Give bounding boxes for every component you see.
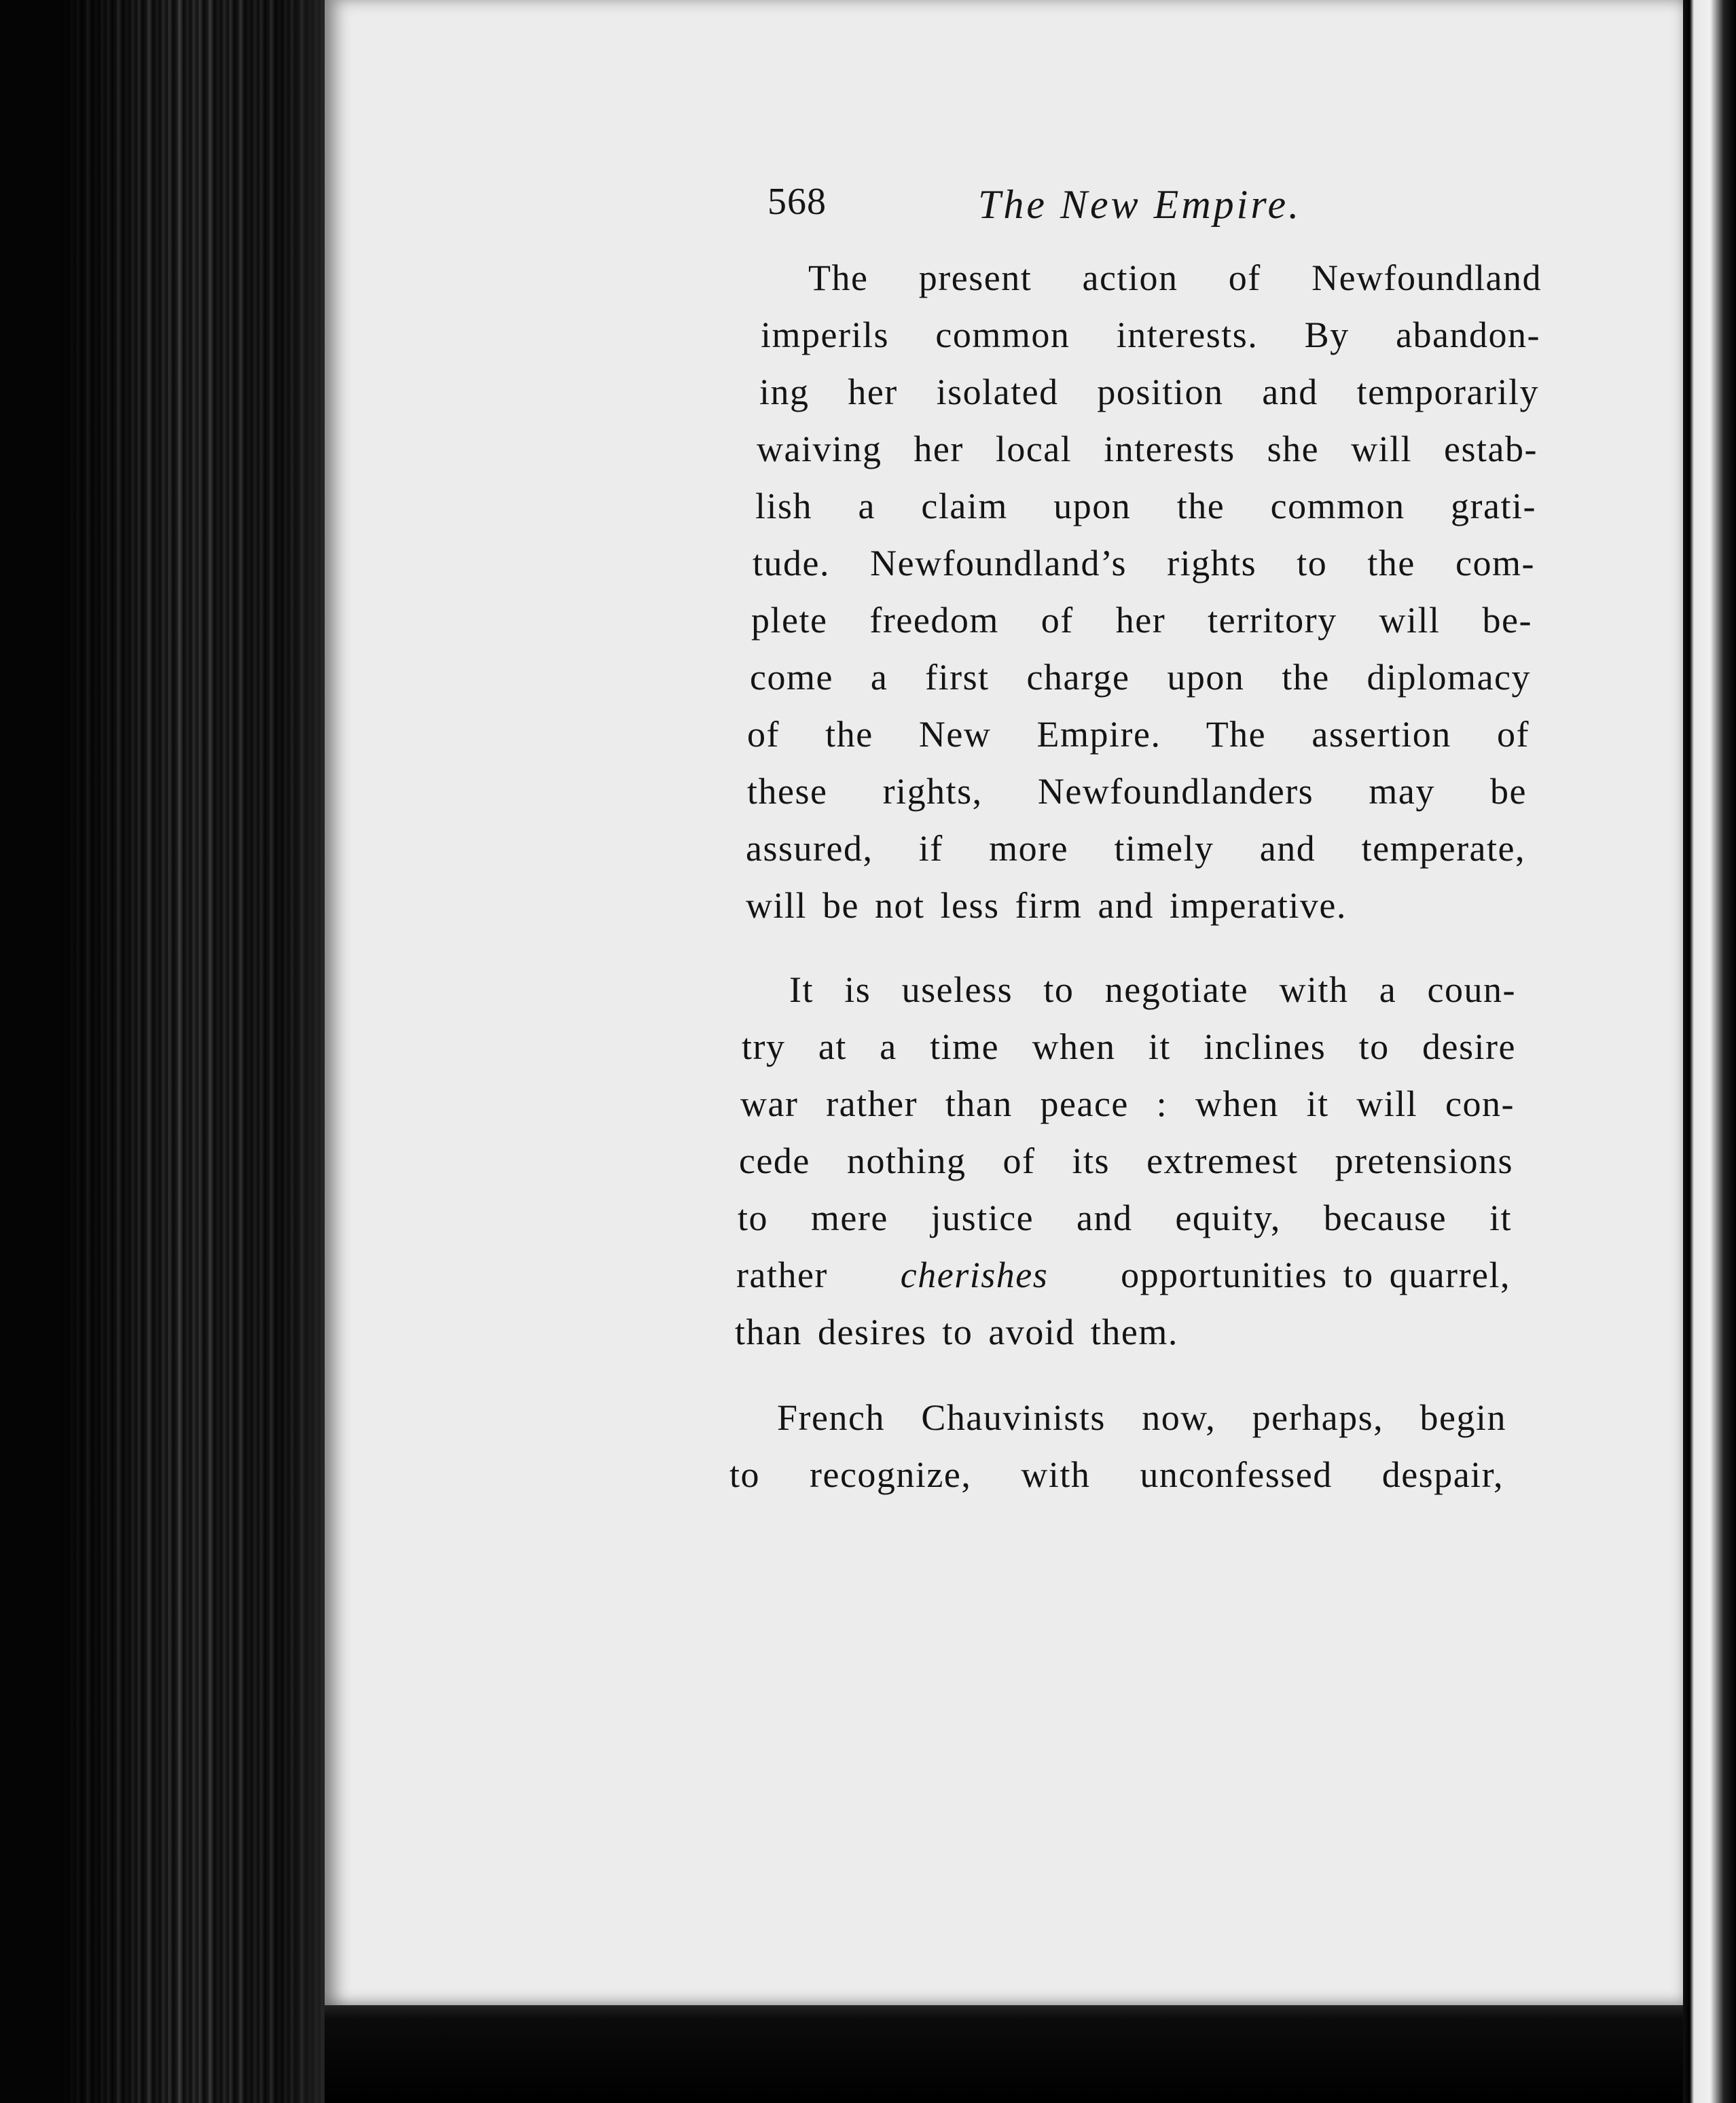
paragraph-1-line-10: these rights, Newfoundlanders may be <box>747 771 1527 812</box>
next-page-edge <box>1683 0 1736 2103</box>
paragraph-1-line-12: will be not less firm and imperative. <box>746 885 1347 926</box>
page-bottom-shadow <box>325 2005 1683 2103</box>
paragraph-2-line-1: It is useless to negotiate with a coun- <box>789 969 1516 1010</box>
paragraph-2-line-7: than desires to avoid them. <box>735 1312 1178 1352</box>
paragraph-2-line-6-end: opportunities to quarrel, <box>1121 1255 1511 1295</box>
paragraph-2-line-6-start: rather <box>736 1255 828 1295</box>
paragraph-2-line-2: try at a time when it inclines to desire <box>742 1026 1516 1067</box>
paragraph-1-line-2: imperils common interests. By abandon- <box>761 314 1540 355</box>
paragraph-2-line-4: cede nothing of its extremest pretensions <box>739 1140 1513 1181</box>
paragraph-1-line-6: tude. Newfoundland’s rights to the com- <box>753 543 1535 583</box>
paragraph-2-line-3: war rather than peace : when it will con- <box>740 1083 1515 1124</box>
paragraph-1-line-3: ing her isolated position and temporarily <box>759 372 1539 412</box>
paragraph-1-line-7: plete freedom of her territory will be- <box>751 600 1532 641</box>
running-title: The New Empire. <box>978 182 1302 227</box>
paragraph-3-line-2: to recognize, with unconfessed despair, <box>729 1454 1504 1495</box>
paragraph-2-line-6 <box>736 1254 1511 1296</box>
paragraph-2-line-6-italic: cherishes <box>900 1255 1049 1295</box>
paragraph-1-line-11: assured, if more timely and temperate, <box>746 828 1525 869</box>
running-head <box>767 173 1379 234</box>
paragraph-1-line-9: of the New Empire. The assertion of <box>747 714 1530 755</box>
paragraph-3-line-1: French Chauvinists now, perhaps, begin <box>777 1397 1506 1438</box>
paragraph-1-line-1: The present action of Newfoundland <box>808 257 1542 298</box>
paragraph-1-line-4: waiving her local interests she will estab- <box>757 429 1538 469</box>
book-edge-shadow <box>61 0 340 2103</box>
paragraph-1-line-5: lish a claim upon the common grati- <box>755 486 1536 526</box>
paragraph-2-line-5: to mere justice and equity, because it <box>738 1198 1512 1238</box>
paragraph-1-line-8: come a first charge upon the diplomacy <box>750 657 1531 698</box>
page-number: 568 <box>767 181 827 223</box>
